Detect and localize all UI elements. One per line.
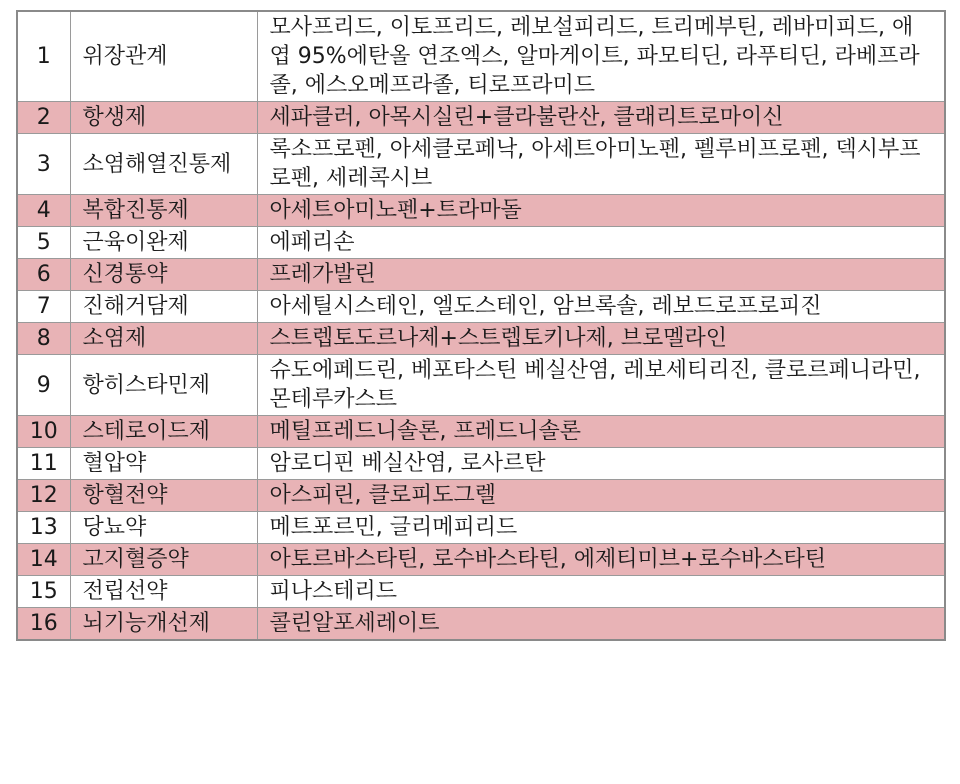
- table-row: [17, 416, 945, 448]
- table-row: [17, 291, 945, 323]
- category-cell: 스테로이드제: [70, 416, 257, 448]
- table-row: [17, 11, 945, 102]
- category-cell: 항혈전약: [70, 480, 257, 512]
- category-cell: 위장관계: [70, 11, 257, 102]
- category-cell: 당뇨약: [70, 512, 257, 544]
- category-cell: 복합진통제: [70, 195, 257, 227]
- row-number-cell: 1: [17, 11, 70, 102]
- table-row: [17, 448, 945, 480]
- table-body: [17, 11, 945, 640]
- table-row: [17, 576, 945, 608]
- row-number-cell: 3: [17, 134, 70, 195]
- drug-list-cell: 아세트아미노펜+트라마돌: [257, 195, 945, 227]
- row-number-cell: 10: [17, 416, 70, 448]
- drug-list-cell: 스트렙토도르나제+스트렙토키나제, 브로멜라인: [257, 323, 945, 355]
- drug-category-table: [16, 10, 946, 641]
- table-row: [17, 480, 945, 512]
- table-row: [17, 608, 945, 641]
- category-cell: 소염제: [70, 323, 257, 355]
- drug-list-cell: 슈도에페드린, 베포타스틴 베실산염, 레보세티리진, 클로르페니라민, 몬테루카스트: [257, 355, 945, 416]
- drug-list-cell: 모사프리드, 이토프리드, 레보설피리드, 트리메부틴, 레바미피드, 애엽 95%에탄올 연조엑스, 알마게이트, 파모티딘, 라푸티딘, 라베프라졸, 에스오메프라졸, 티로프라미드: [257, 11, 945, 102]
- row-number-cell: 11: [17, 448, 70, 480]
- drug-list-cell: 아세틸시스테인, 엘도스테인, 암브록솔, 레보드로프로피진: [257, 291, 945, 323]
- category-cell: 혈압약: [70, 448, 257, 480]
- drug-list-cell: 아스피린, 클로피도그렐: [257, 480, 945, 512]
- drug-list-cell: 피나스테리드: [257, 576, 945, 608]
- drug-list-cell: 암로디핀 베실산염, 로사르탄: [257, 448, 945, 480]
- category-cell: 신경통약: [70, 259, 257, 291]
- table-row: [17, 355, 945, 416]
- row-number-cell: 13: [17, 512, 70, 544]
- row-number-cell: 9: [17, 355, 70, 416]
- table-row: [17, 544, 945, 576]
- row-number-cell: 4: [17, 195, 70, 227]
- table-row: [17, 195, 945, 227]
- table-row: [17, 259, 945, 291]
- row-number-cell: 14: [17, 544, 70, 576]
- drug-list-cell: 에페리손: [257, 227, 945, 259]
- row-number-cell: 8: [17, 323, 70, 355]
- table-row: [17, 102, 945, 134]
- drug-list-cell: 록소프로펜, 아세클로페낙, 아세트아미노펜, 펠루비프로펜, 덱시부프로펜, 세레콕시브: [257, 134, 945, 195]
- row-number-cell: 6: [17, 259, 70, 291]
- category-cell: 진해거담제: [70, 291, 257, 323]
- category-cell: 전립선약: [70, 576, 257, 608]
- table-row: [17, 323, 945, 355]
- category-cell: 근육이완제: [70, 227, 257, 259]
- table-row: [17, 512, 945, 544]
- drug-list-cell: 메틸프레드니솔론, 프레드니솔론: [257, 416, 945, 448]
- row-number-cell: 16: [17, 608, 70, 641]
- drug-list-cell: 프레가발린: [257, 259, 945, 291]
- row-number-cell: 15: [17, 576, 70, 608]
- category-cell: 고지혈증약: [70, 544, 257, 576]
- drug-list-cell: 아토르바스타틴, 로수바스타틴, 에제티미브+로수바스타틴: [257, 544, 945, 576]
- row-number-cell: 2: [17, 102, 70, 134]
- row-number-cell: 7: [17, 291, 70, 323]
- table-row: [17, 227, 945, 259]
- row-number-cell: 12: [17, 480, 70, 512]
- category-cell: 항히스타민제: [70, 355, 257, 416]
- table-row: [17, 134, 945, 195]
- category-cell: 항생제: [70, 102, 257, 134]
- drug-list-cell: 메트포르민, 글리메피리드: [257, 512, 945, 544]
- drug-list-cell: 세파클러, 아목시실린+클라불란산, 클래리트로마이신: [257, 102, 945, 134]
- drug-list-cell: 콜린알포세레이트: [257, 608, 945, 641]
- category-cell: 소염해열진통제: [70, 134, 257, 195]
- row-number-cell: 5: [17, 227, 70, 259]
- category-cell: 뇌기능개선제: [70, 608, 257, 641]
